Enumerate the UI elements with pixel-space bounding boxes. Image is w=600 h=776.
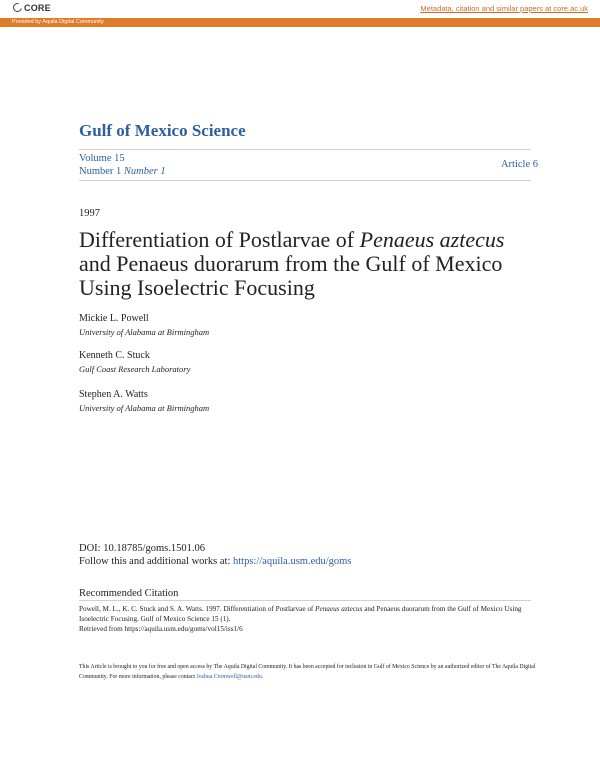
title-part-1: Differentiation of Postlarvae of <box>79 227 360 252</box>
citation-italic-species: Penaeus aztecus <box>315 605 363 613</box>
article-title <box>79 228 539 300</box>
number-line[interactable] <box>79 166 166 177</box>
volume-link[interactable]: Volume 15 <box>79 153 125 164</box>
article-number[interactable]: Article 6 <box>500 159 538 170</box>
contact-email-link[interactable]: Joshua.Cromwell@usm.edu <box>196 674 262 680</box>
divider-top <box>79 149 531 150</box>
core-metadata-link[interactable]: Metadata, citation and similar papers at core.ac.uk <box>420 4 588 13</box>
number-label: Number 1 <box>79 166 122 177</box>
author-affiliation: University of Alabama at Birmingham <box>79 327 210 337</box>
author-name: Mickie L. Powell <box>79 313 149 324</box>
citation-part-b: and Penaeus duorarum from the Gulf of Mexico Using Isoelectric Focusing. Gulf of Mexico Science 15 (1). <box>79 605 522 623</box>
notice-end: . <box>261 674 264 680</box>
author-name: Kenneth C. Stuck <box>79 350 150 361</box>
citation-part-a: Powell, M. L., K. C. Stuck and S. A. Watts. 1997. Differentiation of Postlarvae of <box>79 605 316 613</box>
publication-year: 1997 <box>79 208 100 219</box>
core-logo-icon <box>12 3 22 13</box>
journal-title[interactable]: Gulf of Mexico Science <box>79 121 246 140</box>
recommended-citation-heading: Recommended Citation <box>79 588 179 599</box>
divider-citation <box>79 600 531 601</box>
title-part-2: and Penaeus duorarum from the Gulf of Mexico Using Isoelectric Focusing <box>79 251 503 300</box>
follow-line <box>79 556 351 567</box>
number-italic-label: Number 1 <box>123 166 166 177</box>
author-affiliation: University of Alabama at Birmingham <box>79 403 210 413</box>
recommended-citation <box>79 604 529 634</box>
author-affiliation: Gulf Coast Research Laboratory <box>79 364 191 374</box>
citation-retrieved: Retrieved from https://aquila.usm.edu/goms/vol15/iss1/6 <box>79 625 243 633</box>
doi: DOI: 10.18785/goms.1501.06 <box>79 543 205 554</box>
core-logo[interactable] <box>12 3 51 13</box>
notice-text: This Article is brought to you for free and open access by The Aquila Digital Community. It has been accepted for inclusion in Gulf of Mexico Science by an authorized editor of The Aquila Digital Community. For more information, please contact <box>79 664 536 680</box>
core-logo-text: CORE <box>24 3 51 13</box>
provided-by-text[interactable]: Provided by Aquila Digital Community <box>12 19 104 25</box>
repository-link[interactable]: https://aquila.usm.edu/goms <box>233 556 352 567</box>
divider-middle <box>79 180 531 181</box>
title-italic-species: Penaeus aztecus <box>359 227 505 252</box>
open-access-notice <box>79 662 539 682</box>
follow-prefix: Follow this and additional works at: <box>79 556 233 567</box>
author-name: Stephen A. Watts <box>79 389 148 400</box>
core-header-bar <box>0 0 600 18</box>
